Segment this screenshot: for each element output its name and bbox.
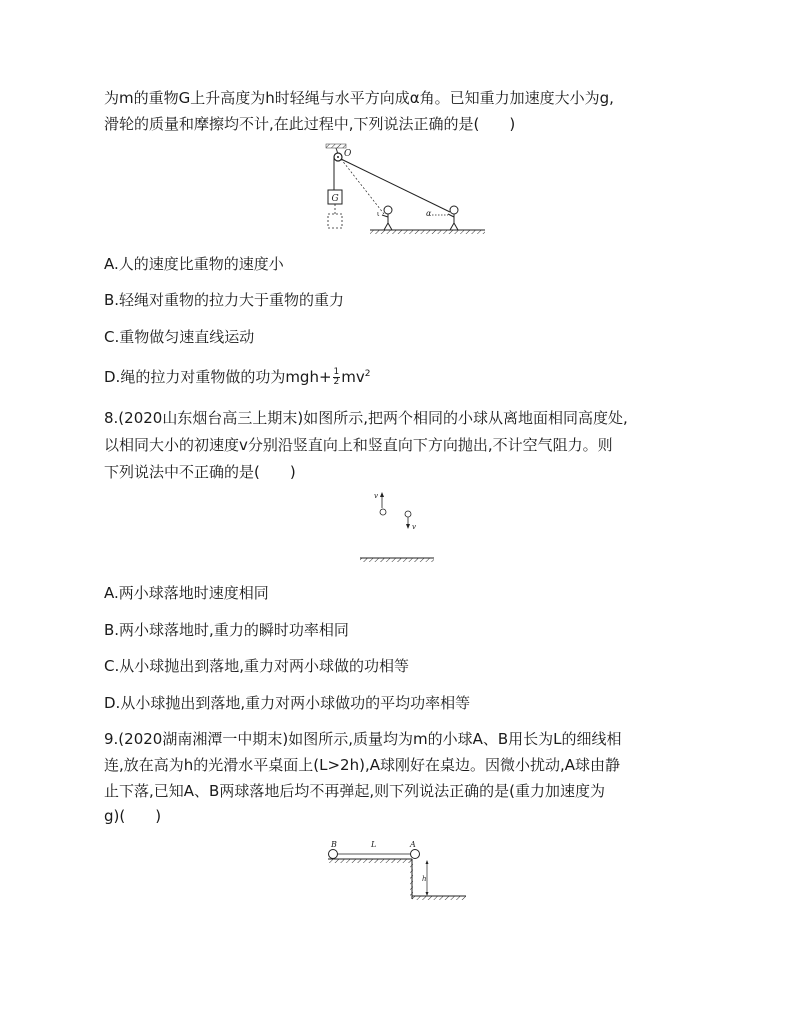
q8-stem-line-1: 8.(2020山东烟台高三上期末)如图所示,把两个相同的小球从离地面相同高度处, (104, 409, 628, 427)
q9-stem-line-3: 止下落,已知A、B两球落地后均不再弹起,则下列说法正确的是(重力加速度为 (104, 782, 605, 800)
ground (412, 896, 466, 900)
length-label: L (371, 840, 377, 849)
ground (370, 230, 485, 234)
option-d-exponent: 2 (364, 369, 371, 379)
q8-option-a: A.两小球落地时速度相同 (104, 584, 269, 602)
q8-option-c: C.从小球抛出到落地,重力对两小球做的功相等 (104, 657, 410, 675)
weight-initial-position (328, 214, 342, 228)
q9-stem-line-4: g)( ) (104, 807, 162, 825)
q7-option-d (104, 364, 371, 387)
ceiling (326, 144, 346, 148)
option-d-prefix: D.绳的拉力对重物做的功为mgh+ (104, 368, 332, 386)
ball-a (411, 850, 420, 859)
q9-table-figure (324, 834, 470, 904)
v-up-label: v (374, 492, 378, 500)
q7-stem-line-1: 为m的重物G上升高度为h时轻绳与水平方向成α角。已知重力加速度大小为g, (104, 89, 614, 107)
person-initial (382, 206, 392, 230)
ball-b (329, 850, 338, 859)
ball-down (405, 511, 411, 517)
q7-option-c: C.重物做匀速直线运动 (104, 328, 255, 346)
q8-stem-line-2: 以相同大小的初速度v分别沿竖直向上和竖直向下方向抛出,不计空气阻力。则 (104, 436, 613, 454)
angle-label: α (426, 209, 432, 218)
fraction-half: $\frac{1}{2}$ (333, 367, 340, 387)
ground (360, 558, 434, 562)
q8-option-b: B.两小球落地时,重力的瞬时功率相同 (104, 621, 349, 639)
pulley-label: O (344, 149, 352, 159)
height-label: h (422, 875, 427, 883)
ball-b-label: B (331, 840, 337, 849)
q9-stem-line-2: 连,放在高为h的光滑水平桌面上(L>2h),A球刚好在桌边。因微小扰动,A球由静 (104, 756, 621, 774)
person-final (448, 206, 458, 230)
q7-pulley-figure (320, 142, 490, 238)
ball-up (380, 509, 386, 515)
q8-stem-line-3: 下列说法中不正确的是( ) (104, 463, 296, 481)
q7-option-b: B.轻绳对重物的拉力大于重物的重力 (104, 291, 345, 309)
q7-option-a: A.人的速度比重物的速度小 (104, 255, 284, 273)
q8-option-d: D.从小球抛出到落地,重力对两小球做功的平均功率相等 (104, 694, 471, 712)
q8-throw-figure (358, 488, 438, 564)
ball-a-label: A (410, 840, 416, 849)
table-top (328, 859, 412, 863)
q9-stem-line-1: 9.(2020湖南湘潭一中期末)如图所示,质量均为m的小球A、B用长为L的细线相 (104, 730, 622, 748)
option-d-suffix: mv (341, 368, 365, 386)
svg-text:ι: ι (377, 210, 380, 218)
v-down-label: v (412, 523, 416, 531)
weight-label: G (331, 194, 339, 204)
q7-stem-line-2: 滑轮的质量和摩擦均不计,在此过程中,下列说法正确的是( ) (104, 115, 516, 133)
